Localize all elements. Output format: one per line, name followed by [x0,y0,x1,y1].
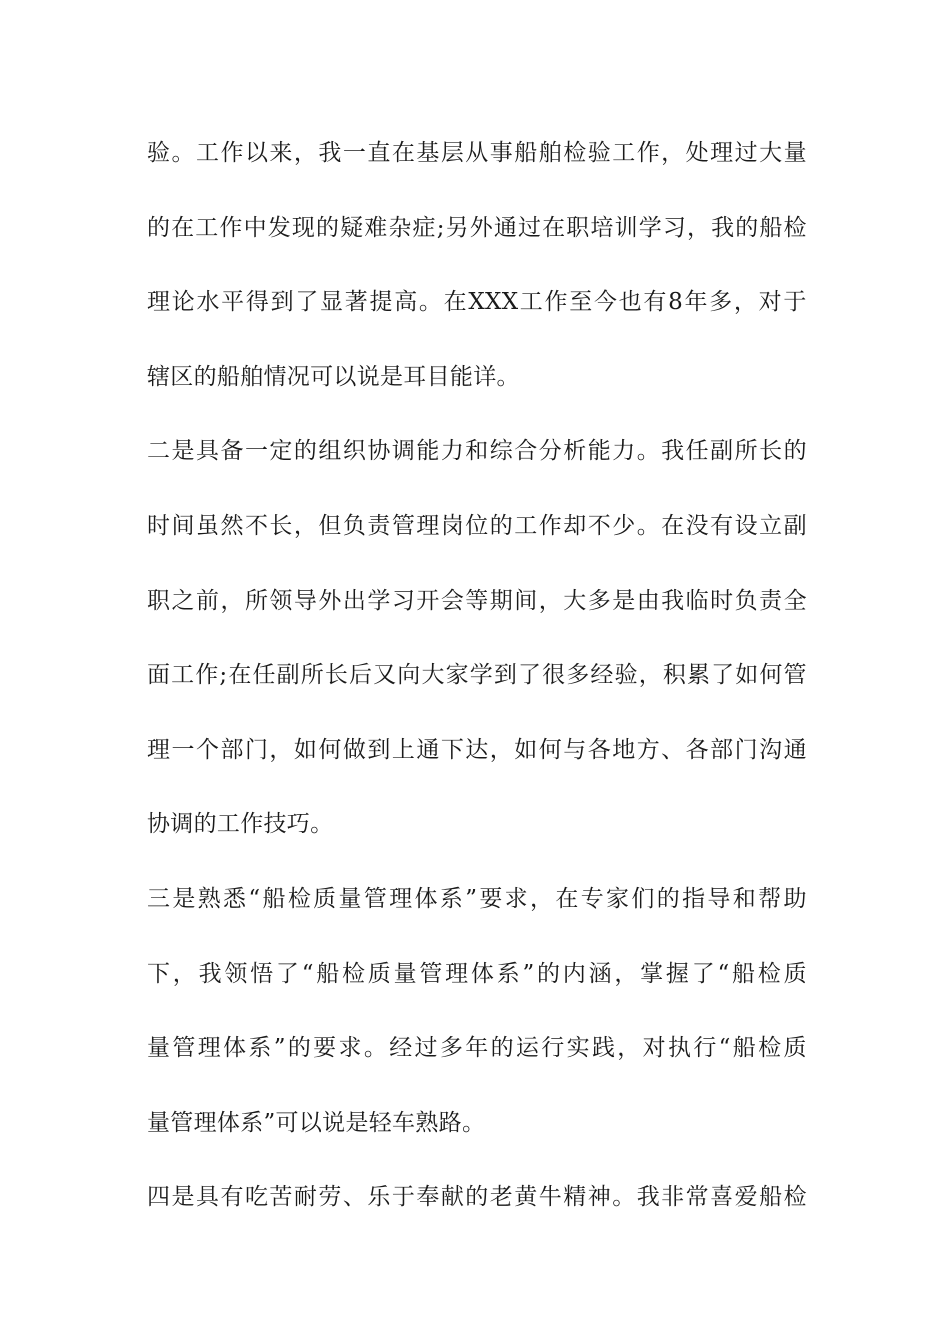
text-line: 验 。 工 作 以 来 ， 我 一 直 在 基 层 从 事 船 舶 检 验 工 作 ， 处 理 过 大 量 [147,140,807,166]
text-line: 二 是 具 备 一 定 的 组 织 协 调 能 力 和 综 合 分 析 能 力 。 我 任 副 所 长 的 [147,438,807,465]
text-line: 面 工 作 ; 在 任 副 所 长 后 又 向 大 家 学 到 了 很 多 经 验 ， 积 累 了 如 何 管 [147,662,807,689]
body-text [147,128,807,1247]
text-line: 下 ， 我 领 悟 了 “ 船 检 质 量 管 理 体 系 ” 的 内 涵 ， 掌 握 了 “ 船 检 质 [147,960,807,987]
text-line: 四 是 具 有 吃 苦 耐 劳 、 乐 于 奉 献 的 老 黄 牛 精 神 。 我 非 常 喜 爱 船 检 [147,1184,807,1211]
text-line: 量 管 理 体 系 ” 的 要 求 。 经 过 多 年 的 运 行 实 践 ， 对 执 行 “ 船 检 质 [147,1035,807,1062]
text-line: 辖区的船舶情况可以说是耳目能详。 [147,363,520,390]
text-line: 量管理体系”可以说是轻车熟路。 [147,1109,486,1136]
text-line: 理 论 水 平 得 到 了 显 著 提 高 。 在 XXX 工 作 至 今 也 有 8 年 多 ， 对 于 [147,289,807,316]
text-line: 时 间 虽 然 不 长 ， 但 负 责 管 理 岗 位 的 工 作 却 不 少 。 在 没 有 设 立 副 [147,512,807,539]
text-line: 理 一 个 部 门 ， 如 何 做 到 上 通 下 达 ， 如 何 与 各 地 方 、 各 部 门 沟 通 [147,736,807,763]
text-line: 职 之 前 ， 所 领 导 外 出 学 习 开 会 等 期 间 ， 大 多 是 由 我 临 时 负 责 全 [147,587,807,614]
text-line: 三 是 熟 悉 “ 船 检 质 量 管 理 体 系 ” 要 求 ， 在 专 家 们 的 指 导 和 帮 助 [147,885,807,912]
text-line: 的 在 工 作 中 发 现 的 疑 难 杂 症 ; 另 外 通 过 在 职 培 训 学 习 ， 我 的 船 检 [147,214,807,241]
text-line: 协调的工作技巧。 [147,811,334,838]
